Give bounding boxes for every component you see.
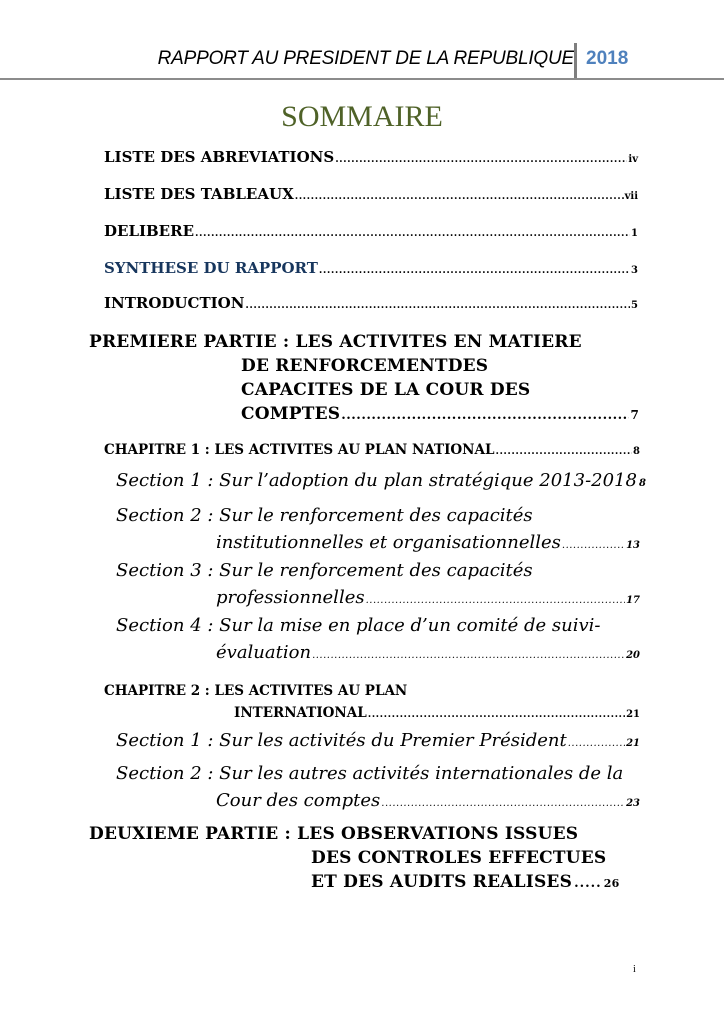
toc-label: COMPTES [241, 404, 341, 424]
toc-label-line: Section 3 : Sur le renforcement des capacités [116, 560, 533, 581]
toc-label: professionnelles [216, 587, 365, 608]
toc-leader [295, 191, 624, 202]
toc-entry-ch1-section-1[interactable] [116, 470, 646, 491]
toc-label-line: CHAPITRE 2 : LES ACTIVITES AU PLAN [104, 683, 408, 699]
toc-last-line [116, 529, 640, 559]
toc-leader [319, 265, 630, 276]
toc-page: 8 [633, 446, 640, 457]
toc-label-line: DE RENFORCEMENTDES [241, 356, 489, 376]
toc-label: DELIBERE [104, 222, 195, 240]
toc-page: 21 [626, 738, 640, 749]
toc-label: Cour des comptes [216, 790, 381, 811]
toc-leader [312, 642, 625, 669]
toc-leader [381, 790, 625, 817]
toc-label: ET DES AUDITS REALISES [311, 872, 573, 892]
toc-leader [562, 532, 625, 559]
toc-label-line: DES CONTROLES EFFECTUES [311, 848, 607, 868]
toc-label-line: DEUXIEME PARTIE : LES OBSERVATIONS ISSUES [89, 824, 579, 844]
toc-page: 5 [631, 300, 638, 311]
toc-last-line [116, 584, 640, 614]
toc-entry-partie-1[interactable] [89, 330, 639, 428]
toc-leader [341, 404, 629, 428]
toc-page: 3 [631, 265, 638, 276]
page-title: SOMMAIRE [281, 100, 443, 133]
toc-entry-synthese[interactable] [104, 259, 638, 277]
toc-label-line: PREMIERE PARTIE : LES ACTIVITES EN MATIERE [89, 332, 582, 352]
toc-entry-delibere[interactable] [104, 222, 638, 240]
toc-leader [195, 228, 630, 239]
toc-page: 20 [626, 650, 640, 661]
toc-page: 17 [626, 595, 640, 606]
header-year: 2018 [586, 48, 629, 69]
toc-label: CHAPITRE 1 : LES ACTIVITES AU PLAN NATIONAL [104, 442, 495, 458]
toc-page: 7 [630, 408, 639, 422]
toc-label: LISTE DES ABREVIATIONS [104, 148, 335, 166]
toc-leader: ..... [574, 876, 602, 891]
toc-page: 8 [638, 478, 646, 489]
toc-entry-partie-2[interactable] [89, 822, 639, 896]
toc-last-line [116, 639, 640, 669]
toc-last-line [116, 787, 640, 817]
toc-page: vii [624, 191, 638, 202]
toc-page: 21 [626, 709, 640, 720]
toc-label: Section 1 : Sur l’adoption du plan stratégique 2013-2018 [116, 470, 637, 491]
toc-label: INTERNATIONAL [234, 705, 367, 721]
toc-label: évaluation [216, 642, 312, 663]
toc-entry-abreviations[interactable] [104, 148, 638, 166]
toc-leader [245, 300, 630, 311]
toc-label: LISTE DES TABLEAUX [104, 185, 294, 203]
toc-entry-tableaux[interactable] [104, 185, 638, 203]
toc-entry-ch1-section-3[interactable] [116, 557, 640, 614]
toc-label-line: Section 4 : Sur la mise en place d’un comité de suivi- [116, 615, 601, 636]
toc-entry-introduction[interactable] [104, 294, 638, 312]
toc-leader [368, 704, 625, 726]
header-rule [0, 78, 724, 80]
toc-page: iv [628, 154, 638, 165]
toc-label: INTRODUCTION [104, 294, 245, 312]
toc-entry-ch2-section-1[interactable] [116, 730, 640, 751]
page-header [0, 40, 724, 80]
toc-label: SYNTHESE DU RAPPORT [104, 259, 318, 277]
toc-label: institutionnelles et organisationnelles [216, 532, 561, 553]
toc-label: Section 1 : Sur les activités du Premier Président [116, 730, 567, 751]
toc-page: 1 [631, 228, 638, 239]
toc-page: 26 [603, 877, 620, 890]
toc-entry-ch1-section-2[interactable] [116, 502, 640, 559]
toc-label-line: Section 2 : Sur les autres activités internationales de la [116, 763, 624, 784]
page-number: i [633, 964, 636, 975]
toc-label-line: Section 2 : Sur le renforcement des capacités [116, 505, 533, 526]
toc-page: 23 [626, 798, 640, 809]
toc-label-line: CAPACITES DE LA COUR DES [241, 380, 531, 400]
toc-leader [568, 738, 625, 749]
toc-entry-chapitre-1[interactable] [104, 442, 640, 458]
toc-leader [366, 587, 625, 614]
toc-leader [495, 446, 632, 457]
toc-entry-ch1-section-4[interactable] [116, 612, 640, 669]
toc-last-line [104, 702, 640, 726]
toc-entry-ch2-section-2[interactable] [116, 760, 640, 817]
toc-leader [335, 154, 627, 165]
toc-last-line [89, 870, 639, 896]
header-title: RAPPORT AU PRESIDENT DE LA REPUBLIQUE [157, 48, 574, 69]
toc-entry-chapitre-2[interactable] [104, 680, 640, 726]
toc-last-line [89, 402, 639, 428]
header-divider [574, 43, 577, 80]
toc-page: 13 [626, 540, 640, 551]
